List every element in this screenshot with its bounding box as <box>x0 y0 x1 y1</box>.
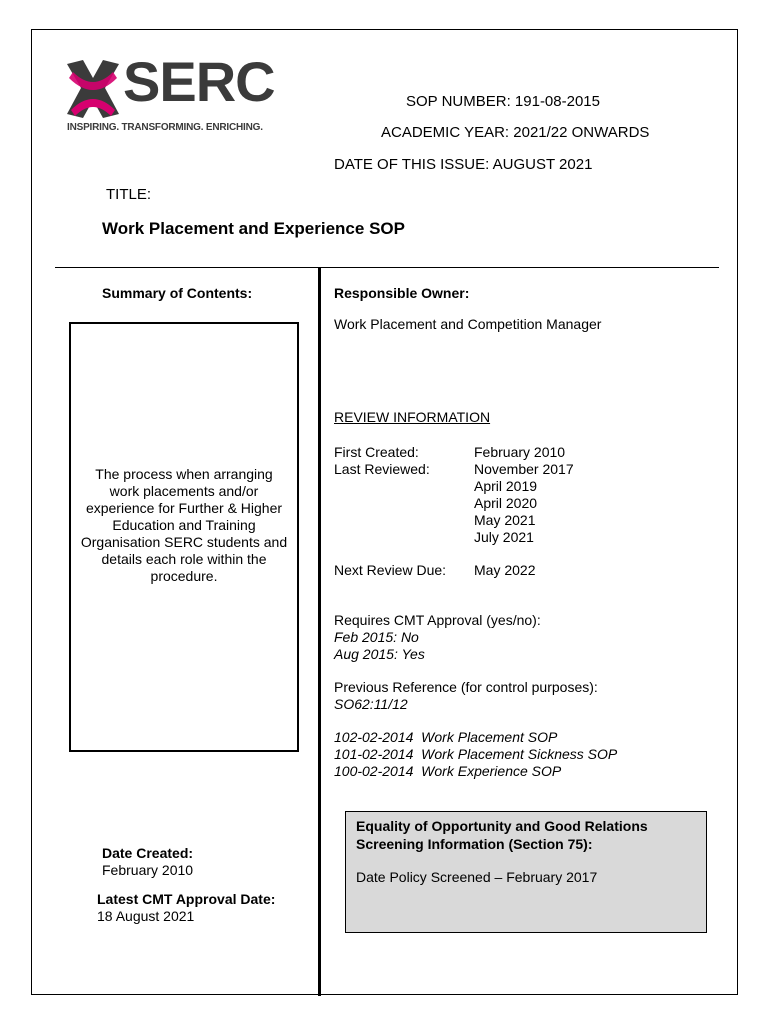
equality-value: Date Policy Screened – February 2017 <box>356 869 598 885</box>
vertical-divider <box>318 268 321 996</box>
date-of-issue: DATE OF THIS ISSUE: AUGUST 2021 <box>334 156 593 173</box>
summary-box <box>69 322 299 752</box>
sop-number: SOP NUMBER: 191-08-2015 <box>406 93 600 110</box>
review-heading: REVIEW INFORMATION <box>334 409 491 425</box>
horizontal-divider <box>55 267 719 268</box>
cmt-approval-value: 18 August 2021 <box>97 908 195 924</box>
reference-item: 102-02-2014 Work Placement SOP <box>334 729 558 745</box>
owner-value: Work Placement and Competition Manager <box>334 316 602 332</box>
last-reviewed-value: November 2017 <box>474 461 574 477</box>
equality-screening-box <box>345 811 707 933</box>
logo-tagline: INSPIRING. TRANSFORMING. ENRICHING. <box>67 122 263 133</box>
serc-logo-mark-icon <box>63 58 123 120</box>
date-created-value: February 2010 <box>102 862 194 878</box>
cmt-required-label: Requires CMT Approval (yes/no): <box>334 612 541 628</box>
owner-heading: Responsible Owner: <box>334 285 470 301</box>
summary-text: The process when arranging work placements and/or experience for Further & Higher Education and Training Organisation SERC students and details each role within the procedure. <box>80 465 288 584</box>
prev-ref-value: SO62:11/12 <box>334 696 408 712</box>
equality-heading: Equality of Opportunity and Good Relations <box>356 818 648 834</box>
first-created-value: February 2010 <box>474 444 566 460</box>
reference-item: 100-02-2014 Work Experience SOP <box>334 763 562 779</box>
academic-year: ACADEMIC YEAR: 2021/22 ONWARDS <box>381 124 650 141</box>
page-title: Work Placement and Experience SOP <box>102 219 405 238</box>
next-review-label: Next Review Due: <box>334 562 447 578</box>
last-reviewed-value: July 2021 <box>474 529 534 545</box>
last-reviewed-value: April 2019 <box>474 478 538 494</box>
last-reviewed-value: May 2021 <box>474 512 536 528</box>
cmt-approval-label: Latest CMT Approval Date: <box>97 891 276 907</box>
equality-heading: Screening Information (Section 75): <box>356 836 593 852</box>
reference-item: 101-02-2014 Work Placement Sickness SOP <box>334 746 618 762</box>
logo-wordmark: SERC <box>123 50 275 113</box>
last-reviewed-value: April 2020 <box>474 495 538 511</box>
title-label: TITLE: <box>106 186 152 203</box>
summary-heading: Summary of Contents: <box>102 285 253 301</box>
prev-ref-label: Previous Reference (for control purposes): <box>334 679 598 695</box>
date-created-label: Date Created: <box>102 845 194 861</box>
last-reviewed-label: Last Reviewed: <box>334 461 430 477</box>
cmt-required-value: Aug 2015: Yes <box>334 646 425 662</box>
next-review-value: May 2022 <box>474 562 536 578</box>
cmt-required-value: Feb 2015: No <box>334 629 419 645</box>
serc-logo <box>63 50 278 138</box>
first-created-label: First Created: <box>334 444 419 460</box>
